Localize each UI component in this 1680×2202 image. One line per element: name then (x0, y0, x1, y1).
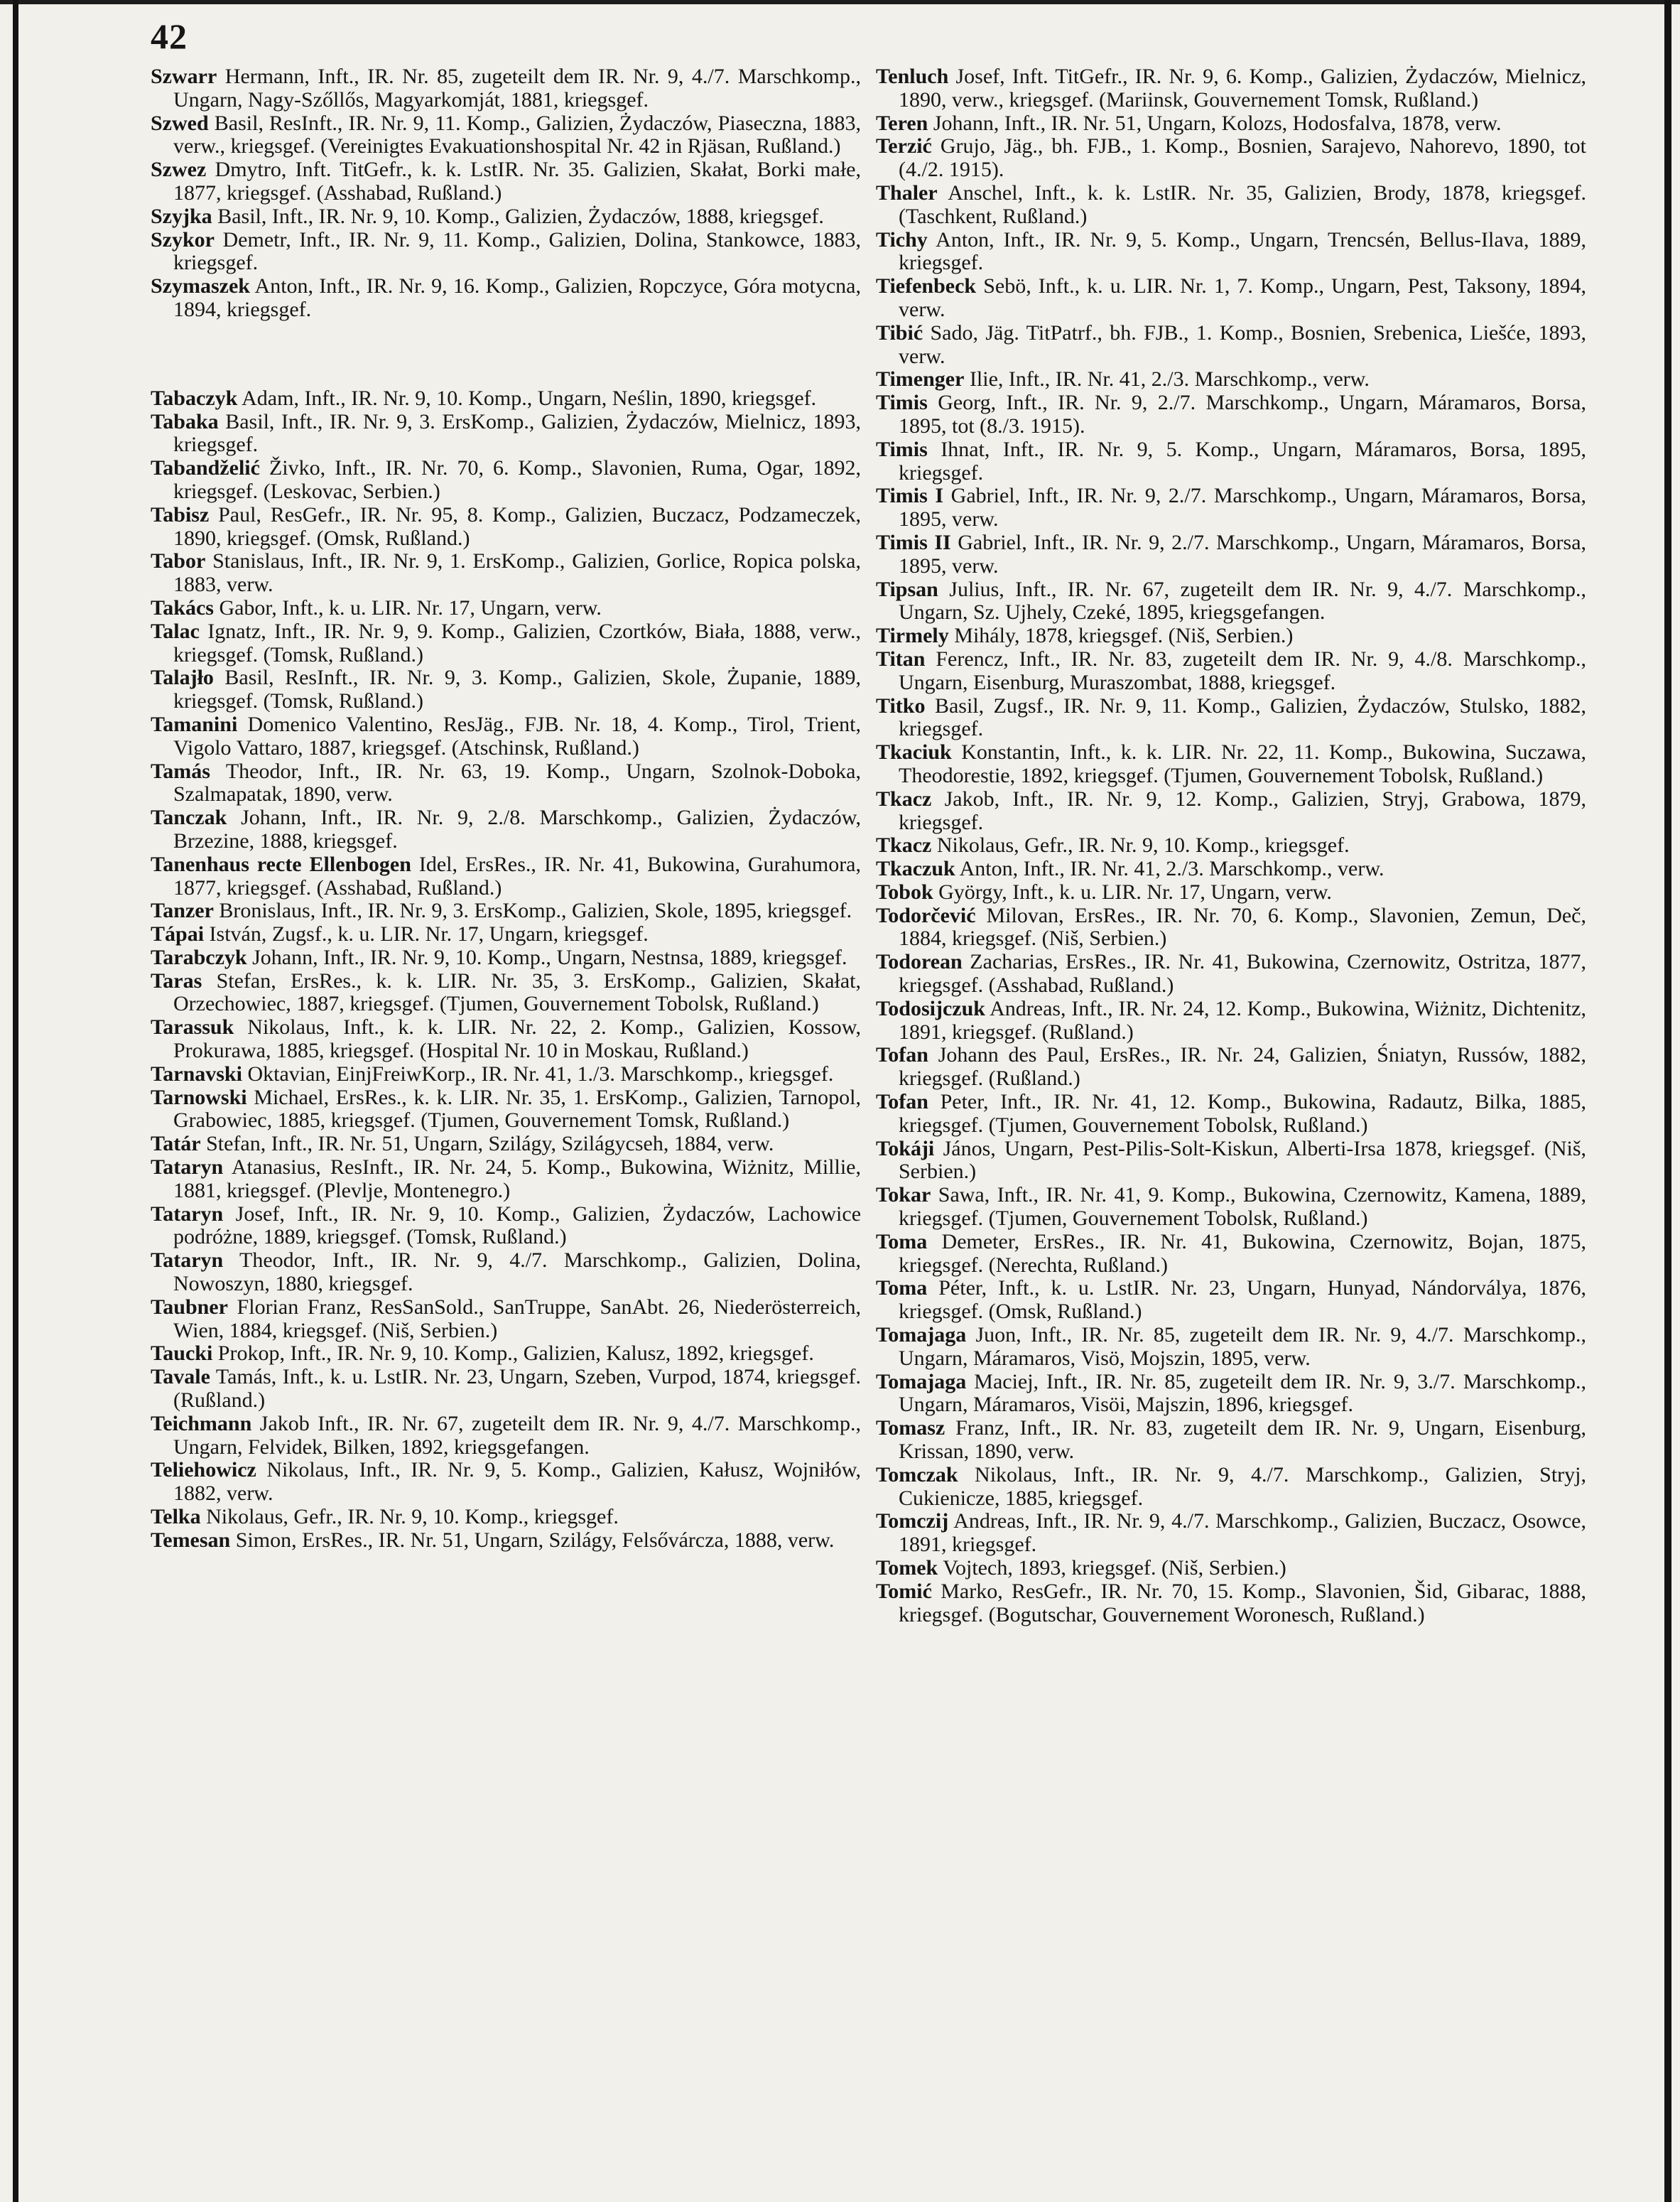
entry-details: Basil, Inft., IR. Nr. 9, 3. ErsKomp., Galizien, Żydaczów, Mielnicz, 1893, kriegsgef. (173, 409, 861, 457)
register-entry (876, 438, 1586, 485)
entry-details: Prokop, Inft., IR. Nr. 9, 10. Komp., Galizien, Kalusz, 1892, kriegsgef. (217, 1342, 814, 1366)
register-entry (876, 1510, 1586, 1557)
register-entry (876, 1371, 1586, 1418)
entry-details: Atanasius, ResInft., IR. Nr. 24, 5. Komp., Bukowina, Wiżnitz, Millie, 1881, kriegsgef. (Plevlje, Montenegro.) (173, 1155, 861, 1202)
register-entry (876, 834, 1586, 858)
register-entry (876, 648, 1586, 695)
page-edge-top (0, 0, 1680, 4)
entry-details: Josef, Inft., IR. Nr. 9, 10. Komp., Galizien, Żydaczów, Lachowice podróżne, 1889, kriegsgef. (Tomsk, Rußland.) (173, 1202, 862, 1249)
register-entry (151, 1063, 861, 1086)
entry-details: Gabriel, Inft., IR. Nr. 9, 2./7. Marschkomp., Ungarn, Máramaros, Borsa, 1895, verw. (899, 484, 1586, 531)
register-entry (876, 392, 1586, 438)
entry-surname: Terzić (876, 134, 932, 158)
entry-surname: Tanenhaus recte Ellenbogen (151, 852, 411, 876)
entry-details: Ilie, Inft., IR. Nr. 41, 2./3. Marschkomp., verw. (969, 367, 1370, 392)
entry-surname: Taras (151, 968, 202, 993)
entry-details: Johann, Inft., IR. Nr. 51, Ungarn, Kolozs, Hodosfalva, 1878, verw. (933, 111, 1502, 135)
entry-surname: Tápai (151, 922, 205, 946)
entry-details: Basil, ResInft., IR. Nr. 9, 3. Komp., Galizien, Skole, Żupanie, 1889, kriegsgef. (Tomsk, Rußland.) (173, 666, 862, 713)
entry-details: Florian Franz, ResSanSold., SanTruppe, SanAbt. 26, Niederösterreich, Wien, 1884, kriegsgef. (Niš, Serbien.) (173, 1295, 861, 1342)
entry-details: Mihály, 1878, kriegsgef. (Niš, Serbien.) (954, 624, 1294, 648)
register-entry (151, 1506, 861, 1529)
register-entry (151, 970, 861, 1017)
entry-surname: Tabor (151, 549, 206, 573)
entry-surname: Szwed (151, 111, 209, 135)
entry-details: Marko, ResGefr., IR. Nr. 70, 15. Komp., Slavonien, Šid, Gibarac, 1888, kriegsgef. (Bogutschar, Gouvernement Woronesch, Rußland.) (899, 1579, 1587, 1626)
register-entry (876, 322, 1586, 369)
register-entry (876, 1557, 1586, 1580)
register-entry (151, 1296, 861, 1343)
register-entry (876, 485, 1586, 531)
entry-details: Andreas, Inft., IR. Nr. 9, 4./7. Marschkomp., Galizien, Buczacz, Osowce, 1891, kriegsgef. (899, 1509, 1586, 1557)
entry-surname: Toma (876, 1229, 928, 1253)
register-entry (151, 597, 861, 620)
entry-details: Peter, Inft., IR. Nr. 41, 12. Komp., Bukowina, Radautz, Bilka, 1885, kriegsgef. (Tjumen, Gouvernement Tobolsk, Rußland.) (899, 1090, 1586, 1137)
entry-details: Oktavian, EinjFreiwKorp., IR. Nr. 41, 1./3. Marschkomp., kriegsgef. (247, 1062, 834, 1086)
register-entry (151, 504, 861, 551)
entry-surname: Tarabczyk (151, 945, 247, 969)
register-entry (151, 923, 861, 946)
register-entry (876, 65, 1586, 112)
register-entry (151, 946, 861, 970)
entry-details: Johann, Inft., IR. Nr. 9, 10. Komp., Ungarn, Nestnsa, 1889, kriegsgef. (252, 945, 847, 969)
register-entry (151, 1366, 861, 1413)
left-column (151, 65, 861, 1553)
register-entry (876, 858, 1586, 881)
register-entry (876, 741, 1586, 788)
entry-surname: Tataryn (151, 1248, 224, 1273)
register-entry (876, 1231, 1586, 1278)
register-entry (151, 806, 861, 853)
entry-details: Stefan, Inft., IR. Nr. 51, Ungarn, Szilágy, Szilágycseh, 1884, verw. (206, 1132, 774, 1156)
entry-details: Josef, Inft. TitGefr., IR. Nr. 9, 6. Komp., Galizien, Żydaczów, Mielnicz, 1890, verw., kriegsgef. (Mariinsk, Gouvernement Tomsk, Rußland.) (899, 65, 1587, 112)
entry-surname: Tataryn (151, 1202, 224, 1226)
entry-details: Živko, Inft., IR. Nr. 70, 6. Komp., Slavonien, Ruma, Ogar, 1892, kriegsgef. (Leskovac, Serbien.) (173, 456, 861, 503)
entry-details: Demeter, ErsRes., IR. Nr. 41, Bukowina, Czernowitz, Bojan, 1875, kriegsgef. (Nerechta, Rußland.) (899, 1229, 1587, 1277)
register-entry (876, 1044, 1586, 1091)
entry-details: Domenico Valentino, ResJäg., FJB. Nr. 18, 4. Komp., Tirol, Trient, Vigolo Vattaro, 1887, kriegsgef. (Atschinsk, Rußland.) (173, 712, 861, 760)
register-entry (876, 951, 1586, 998)
entry-details: Idel, ErsRes., IR. Nr. 41, Bukowina, Gurahumora, 1877, kriegsgef. (Asshabad, Rußland.) (173, 852, 861, 900)
register-entry (151, 1156, 861, 1203)
entry-details: Milovan, ErsRes., IR. Nr. 70, 6. Komp., Slavonien, Zemun, Deč, 1884, kriegsgef. (Niš, Serbien.) (899, 903, 1586, 951)
register-entry (151, 1529, 861, 1553)
register-entry (151, 457, 861, 504)
entry-surname: Tibić (876, 320, 923, 345)
entry-surname: Tatár (151, 1132, 201, 1156)
entry-surname: Thaler (876, 180, 938, 205)
register-entry (151, 205, 861, 229)
entry-details: Juon, Inft., IR. Nr. 85, zugeteilt dem IR. Nr. 9, 4./7. Marschkomp., Ungarn, Máramaros, Visö, Mojszin, 1895, verw. (899, 1323, 1587, 1370)
entry-details: Johann des Paul, ErsRes., IR. Nr. 24, Galizien, Śniatyn, Russów, 1882, kriegsgef. (Rußland.) (899, 1043, 1586, 1091)
entry-surname: Tirmely (876, 624, 949, 648)
entry-surname: Tofan (876, 1043, 928, 1067)
entry-details: Zacharias, ErsRes., IR. Nr. 41, Bukowina, Czernowitz, Ostritza, 1877, kriegsgef. (Asshabad, Rußland.) (899, 950, 1587, 998)
page-number: 42 (151, 16, 188, 56)
page-edge-left (13, 0, 18, 2202)
entry-details: Jakob Inft., IR. Nr. 67, zugeteilt dem IR. Nr. 9, 4./7. Marschkomp., Ungarn, Felvidek, Bilken, 1892, kriegsgefangen. (173, 1411, 862, 1459)
entry-details: Georg, Inft., IR. Nr. 9, 2./7. Marschkomp., Ungarn, Máramaros, Borsa, 1895, tot (8./3. 1915). (899, 391, 1586, 438)
entry-details: István, Zugsf., k. u. LIR. Nr. 17, Ungarn, kriegsgef. (209, 922, 649, 946)
register-entry (876, 1277, 1586, 1324)
entry-details: Julius, Inft., IR. Nr. 67, zugeteilt dem IR. Nr. 9, 4./7. Marschkomp., Ungarn, Sz. Ujhely, Czeké, 1895, kriegsgefangen. (899, 577, 1587, 625)
entry-details: Nikolaus, Inft., IR. Nr. 9, 5. Komp., Galizien, Kałusz, Wojniłów, 1882, verw. (173, 1458, 862, 1506)
entry-surname: Tomajaga (876, 1323, 967, 1347)
register-entry (151, 65, 861, 112)
entry-surname: Tkaciuk (876, 740, 952, 765)
entry-surname: Tomczij (876, 1509, 949, 1533)
register-entry (876, 695, 1586, 742)
register-entry (876, 368, 1586, 392)
entry-surname: Tipsan (876, 577, 938, 601)
register-entry (876, 905, 1586, 951)
register-entry (151, 550, 861, 597)
entry-details: Basil, Inft., IR. Nr. 9, 10. Komp., Galizien, Żydaczów, 1888, kriegsgef. (217, 204, 824, 228)
register-entry (151, 620, 861, 667)
entry-details: Grujo, Jäg., bh. FJB., 1. Komp., Bosnien, Sarajevo, Nahorevo, 1890, tot (4./2. 1915). (899, 134, 1587, 182)
entry-details: Stanislaus, Inft., IR. Nr. 9, 1. ErsKomp., Galizien, Gorlice, Ropica polska, 1883, verw. (173, 549, 861, 597)
entry-surname: Talajło (151, 666, 214, 690)
entry-surname: Tenluch (876, 65, 949, 88)
entry-surname: Titan (876, 647, 926, 671)
register-entry (151, 1342, 861, 1366)
entry-surname: Tanczak (151, 806, 227, 830)
entry-surname: Takács (151, 595, 214, 620)
entry-surname: Titko (876, 693, 926, 718)
register-entry (151, 1086, 861, 1133)
entry-details: Maciej, Inft., IR. Nr. 85, zugeteilt dem IR. Nr. 9, 3./7. Marschkomp., Ungarn, Máramaros, Visöi, Majszin, 1896, kriegsgef. (899, 1369, 1587, 1417)
register-entry (151, 666, 861, 713)
right-column (876, 65, 1586, 1626)
entry-surname: Timis (876, 437, 928, 461)
page-edge-right (1664, 0, 1671, 2202)
entry-surname: Tataryn (151, 1155, 224, 1180)
register-entry (876, 182, 1586, 229)
entry-surname: Tokar (876, 1183, 931, 1207)
entry-surname: Temesan (151, 1528, 231, 1552)
entry-surname: Todosijczuk (876, 996, 985, 1020)
entry-details: Sado, Jäg. TitPatrf., bh. FJB., 1. Komp., Bosnien, Srebenica, Liešće, 1893, verw. (899, 320, 1586, 368)
entry-details: Paul, ResGefr., IR. Nr. 95, 8. Komp., Galizien, Buczacz, Podzameczek, 1890, kriegsgef. (Omsk, Rußland.) (173, 502, 861, 550)
entry-details: Sebö, Inft., k. u. LIR. Nr. 1, 7. Komp., Ungarn, Pest, Taksony, 1894, verw. (899, 274, 1587, 321)
register-entry (151, 229, 861, 276)
entry-details: Anton, Inft., IR. Nr. 9, 16. Komp., Galizien, Ropczyce, Góra motycna, 1894, kriegsgef. (173, 274, 861, 321)
entry-surname: Todorčević (876, 903, 976, 927)
register-entry (151, 1203, 861, 1250)
entry-surname: Tamás (151, 759, 210, 783)
entry-surname: Szwarr (151, 65, 217, 88)
entry-details: Michael, ErsRes., k. k. LIR. Nr. 35, 1. ErsKomp., Galizien, Tarnopol, Grabowiec, 1885, kriegsgef. (Tjumen, Gouvernement Tomsk, Rußland.) (173, 1085, 862, 1133)
register-entry (876, 275, 1586, 322)
entry-surname: Taubner (151, 1295, 228, 1319)
entry-surname: Teliehowicz (151, 1458, 256, 1482)
left-column-group-sz (151, 65, 861, 322)
section-gap (151, 322, 861, 387)
entry-details: Sawa, Inft., IR. Nr. 41, 9. Komp., Bukowina, Czernowitz, Kamena, 1889, kriegsgef. (Tjumen, Gouvernement Tobolsk, Rußland.) (899, 1183, 1587, 1231)
entry-surname: Szykor (151, 227, 215, 252)
entry-surname: Tomajaga (876, 1369, 967, 1393)
entry-surname: Taucki (151, 1342, 213, 1366)
entry-surname: Tofan (876, 1090, 928, 1114)
entry-surname: Teren (876, 111, 928, 135)
entry-surname: Tiefenbeck (876, 274, 977, 298)
entry-details: György, Inft., k. u. LIR. Nr. 17, Ungarn, verw. (938, 880, 1332, 904)
entry-details: Bronislaus, Inft., IR. Nr. 9, 3. ErsKomp., Galizien, Skole, 1895, kriegsgef. (219, 899, 852, 923)
entry-surname: Tomasz (876, 1416, 945, 1440)
register-entry (876, 1138, 1586, 1184)
register-entry (876, 1417, 1586, 1464)
entry-surname: Tomić (876, 1579, 932, 1603)
register-entry (876, 531, 1586, 578)
entry-details: Ferencz, Inft., IR. Nr. 83, zugeteilt dem IR. Nr. 9, 4./8. Marschkomp., Ungarn, Eisenburg, Muraszombat, 1888, kriegsgef. (899, 647, 1586, 694)
entry-surname: Talac (151, 619, 200, 643)
register-entry (876, 1184, 1586, 1231)
register-entry (151, 1459, 861, 1506)
entry-details: Franz, Inft., IR. Nr. 83, zugeteilt dem IR. Nr. 9, Ungarn, Eisenburg, Krissan, 1890, verw. (899, 1416, 1586, 1464)
entry-details: Anschel, Inft., k. k. LstIR. Nr. 35, Galizien, Brody, 1878, kriegsgef. (Taschkent, Rußland.) (899, 180, 1586, 228)
register-entry (876, 998, 1586, 1045)
register-entry (876, 112, 1586, 136)
entry-details: Hermann, Inft., IR. Nr. 85, zugeteilt dem IR. Nr. 9, 4./7. Marschkomp., Ungarn, Nagy-Szőllős, Magyarkomját, 1881, kriegsgef. (173, 65, 862, 112)
register-entry (151, 112, 861, 159)
entry-details: Ignatz, Inft., IR. Nr. 9, 9. Komp., Galizien, Czortków, Biała, 1888, verw., kriegsgef. (Tomsk, Rußland.) (173, 619, 862, 666)
entry-details: Basil, ResInft., IR. Nr. 9, 11. Komp., Galizien, Żydaczów, Piaseczna, 1883, verw., kriegsgef. (Vereinigtes Evakuationshospital Nr. 42 in Rjäsan, Rußland.) (173, 111, 862, 158)
left-column-group-t (151, 387, 861, 1553)
register-entry (876, 881, 1586, 905)
register-entry (151, 713, 861, 760)
entry-surname: Tarnavski (151, 1062, 242, 1086)
entry-surname: Tichy (876, 227, 928, 252)
register-entry (151, 760, 861, 807)
entry-surname: Tokáji (876, 1136, 935, 1160)
entry-details: Anton, Inft., IR. Nr. 9, 5. Komp., Ungarn, Trencsén, Bellus-Ilava, 1889, kriegsgef. (899, 227, 1586, 275)
entry-surname: Tobok (876, 880, 933, 904)
entry-surname: Toma (876, 1276, 928, 1300)
entry-surname: Tkacz (876, 833, 932, 858)
entry-details: Demetr, Inft., IR. Nr. 9, 11. Komp., Galizien, Dolina, Stankowce, 1883, kriegsgef. (173, 227, 861, 275)
register-entry (151, 1016, 861, 1063)
register-entry (876, 135, 1586, 182)
entry-details: Anton, Inft., IR. Nr. 41, 2./3. Marschkomp., verw. (959, 857, 1384, 881)
entry-surname: Timis I (876, 484, 944, 508)
entry-surname: Timis (876, 391, 928, 415)
entry-details: Gabor, Inft., k. u. LIR. Nr. 17, Ungarn, verw. (219, 595, 602, 620)
entry-surname: Timis II (876, 530, 951, 554)
entry-details: Vojtech, 1893, kriegsgef. (Niš, Serbien.) (943, 1556, 1286, 1580)
entry-details: Tamás, Inft., k. u. LstIR. Nr. 23, Ungarn, Szeben, Vurpod, 1874, kriegsgef. (Rußland.) (173, 1365, 861, 1413)
entry-details: Adam, Inft., IR. Nr. 9, 10. Komp., Ungarn, Neślin, 1890, kriegsgef. (242, 386, 817, 410)
entry-details: János, Ungarn, Pest-Pilis-Solt-Kiskun, Alberti-Irsa 1878, kriegsgef. (Niš, Serbien.) (899, 1136, 1587, 1184)
entry-details: Nikolaus, Gefr., IR. Nr. 9, 10. Komp., kriegsgef. (936, 833, 1350, 858)
register-entry (876, 229, 1586, 276)
entry-details: Péter, Inft., k. u. LstIR. Nr. 23, Ungarn, Hunyad, Nándorválya, 1876, kriegsgef. (Omsk, Rußland.) (899, 1276, 1586, 1324)
register-entry (151, 275, 861, 322)
entry-details: Dmytro, Inft. TitGefr., k. k. LstIR. Nr. 35. Galizien, Skałat, Borki małe, 1877, kriegsgef. (Asshabad, Rußland.) (173, 158, 861, 205)
register-entry (876, 1580, 1586, 1627)
entry-surname: Tarassuk (151, 1015, 234, 1040)
entry-surname: Tabaczyk (151, 386, 238, 410)
entry-details: Jakob, Inft., IR. Nr. 9, 12. Komp., Galizien, Stryj, Grabowa, 1879, kriegsgef. (899, 787, 1587, 834)
entry-surname: Tavale (151, 1365, 210, 1389)
right-column-group (876, 65, 1586, 1626)
register-entry (151, 900, 861, 923)
entry-surname: Tamanini (151, 712, 238, 736)
entry-surname: Szyjka (151, 204, 212, 228)
entry-details: Stefan, ErsRes., k. k. LIR. Nr. 35, 3. ErsKomp., Galizien, Skałat, Orzechowiec, 1887, kriegsgef. (Tjumen, Gouvernement Tobolsk, Rußland.) (173, 968, 861, 1016)
entry-surname: Tarnowski (151, 1085, 247, 1109)
entry-surname: Tanzer (151, 899, 214, 923)
entry-details: Gabriel, Inft., IR. Nr. 9, 2./7. Marschkomp., Ungarn, Máramaros, Borsa, 1895, verw. (899, 530, 1587, 578)
register-entry (151, 158, 861, 205)
entry-surname: Szymaszek (151, 274, 250, 298)
entry-details: Theodor, Inft., IR. Nr. 9, 4./7. Marschkomp., Galizien, Dolina, Nowoszyn, 1880, kriegsgef. (173, 1248, 861, 1296)
entry-surname: Tkaczuk (876, 857, 955, 881)
register-entry (876, 1324, 1586, 1371)
entry-surname: Teichmann (151, 1411, 252, 1435)
entry-surname: Tomek (876, 1556, 938, 1580)
entry-details: Ihnat, Inft., IR. Nr. 9, 5. Komp., Ungarn, Máramaros, Borsa, 1895, kriegsgef. (899, 437, 1586, 485)
register-entry (151, 387, 861, 411)
register-entry (876, 578, 1586, 625)
entry-surname: Tabandželić (151, 456, 260, 480)
entry-details: Nikolaus, Inft., k. k. LIR. Nr. 22, 2. Komp., Galizien, Kossow, Prokurawa, 1885, kriegsgef. (Hospital Nr. 10 in Moskau, Rußland.) (173, 1015, 861, 1063)
entry-surname: Telka (151, 1505, 201, 1529)
entry-details: Johann, Inft., IR. Nr. 9, 2./8. Marschkomp., Galizien, Żydaczów, Brzezine, 1888, kriegsgef. (173, 806, 861, 853)
entry-details: Nikolaus, Gefr., IR. Nr. 9, 10. Komp., kriegsgef. (206, 1505, 619, 1529)
register-entry (151, 1249, 861, 1296)
entry-details: Theodor, Inft., IR. Nr. 63, 19. Komp., Ungarn, Szolnok-Doboka, Szalmapatak, 1890, verw. (173, 759, 861, 806)
entry-details: Basil, Zugsf., IR. Nr. 9, 11. Komp., Galizien, Żydaczów, Stulsko, 1882, kriegsgef. (899, 693, 1587, 741)
register-entry (876, 625, 1586, 648)
register-entry (876, 1091, 1586, 1138)
register-entry (151, 853, 861, 900)
register-entry (151, 1133, 861, 1156)
entry-surname: Todorean (876, 950, 963, 974)
entry-details: Andreas, Inft., IR. Nr. 24, 12. Komp., Bukowina, Wiżnitz, Dichtenitz, 1891, kriegsgef. (Rußland.) (899, 996, 1586, 1044)
entry-surname: Tkacz (876, 787, 932, 811)
register-entry (151, 411, 861, 458)
entry-surname: Timenger (876, 367, 965, 392)
register-entry (151, 1413, 861, 1459)
entry-surname: Tomczak (876, 1462, 958, 1486)
entry-details: Simon, ErsRes., IR. Nr. 51, Ungarn, Szilágy, Felsővárcza, 1888, verw. (235, 1528, 835, 1552)
entry-surname: Tabaka (151, 409, 219, 433)
entry-details: Nikolaus, Inft., IR. Nr. 9, 4./7. Marschkomp., Galizien, Stryj, Cukienicze, 1885, kriegsgef. (899, 1462, 1586, 1510)
entry-surname: Tabisz (151, 502, 210, 527)
register-entry (876, 788, 1586, 835)
entry-details: Konstantin, Inft., k. k. LIR. Nr. 22, 11. Komp., Bukowina, Suczawa, Theodorestie, 1892, kriegsgef. (Tjumen, Gouvernement Tobolsk, Rußland.) (899, 740, 1587, 787)
entry-surname: Szwez (151, 158, 207, 182)
register-entry (876, 1464, 1586, 1511)
